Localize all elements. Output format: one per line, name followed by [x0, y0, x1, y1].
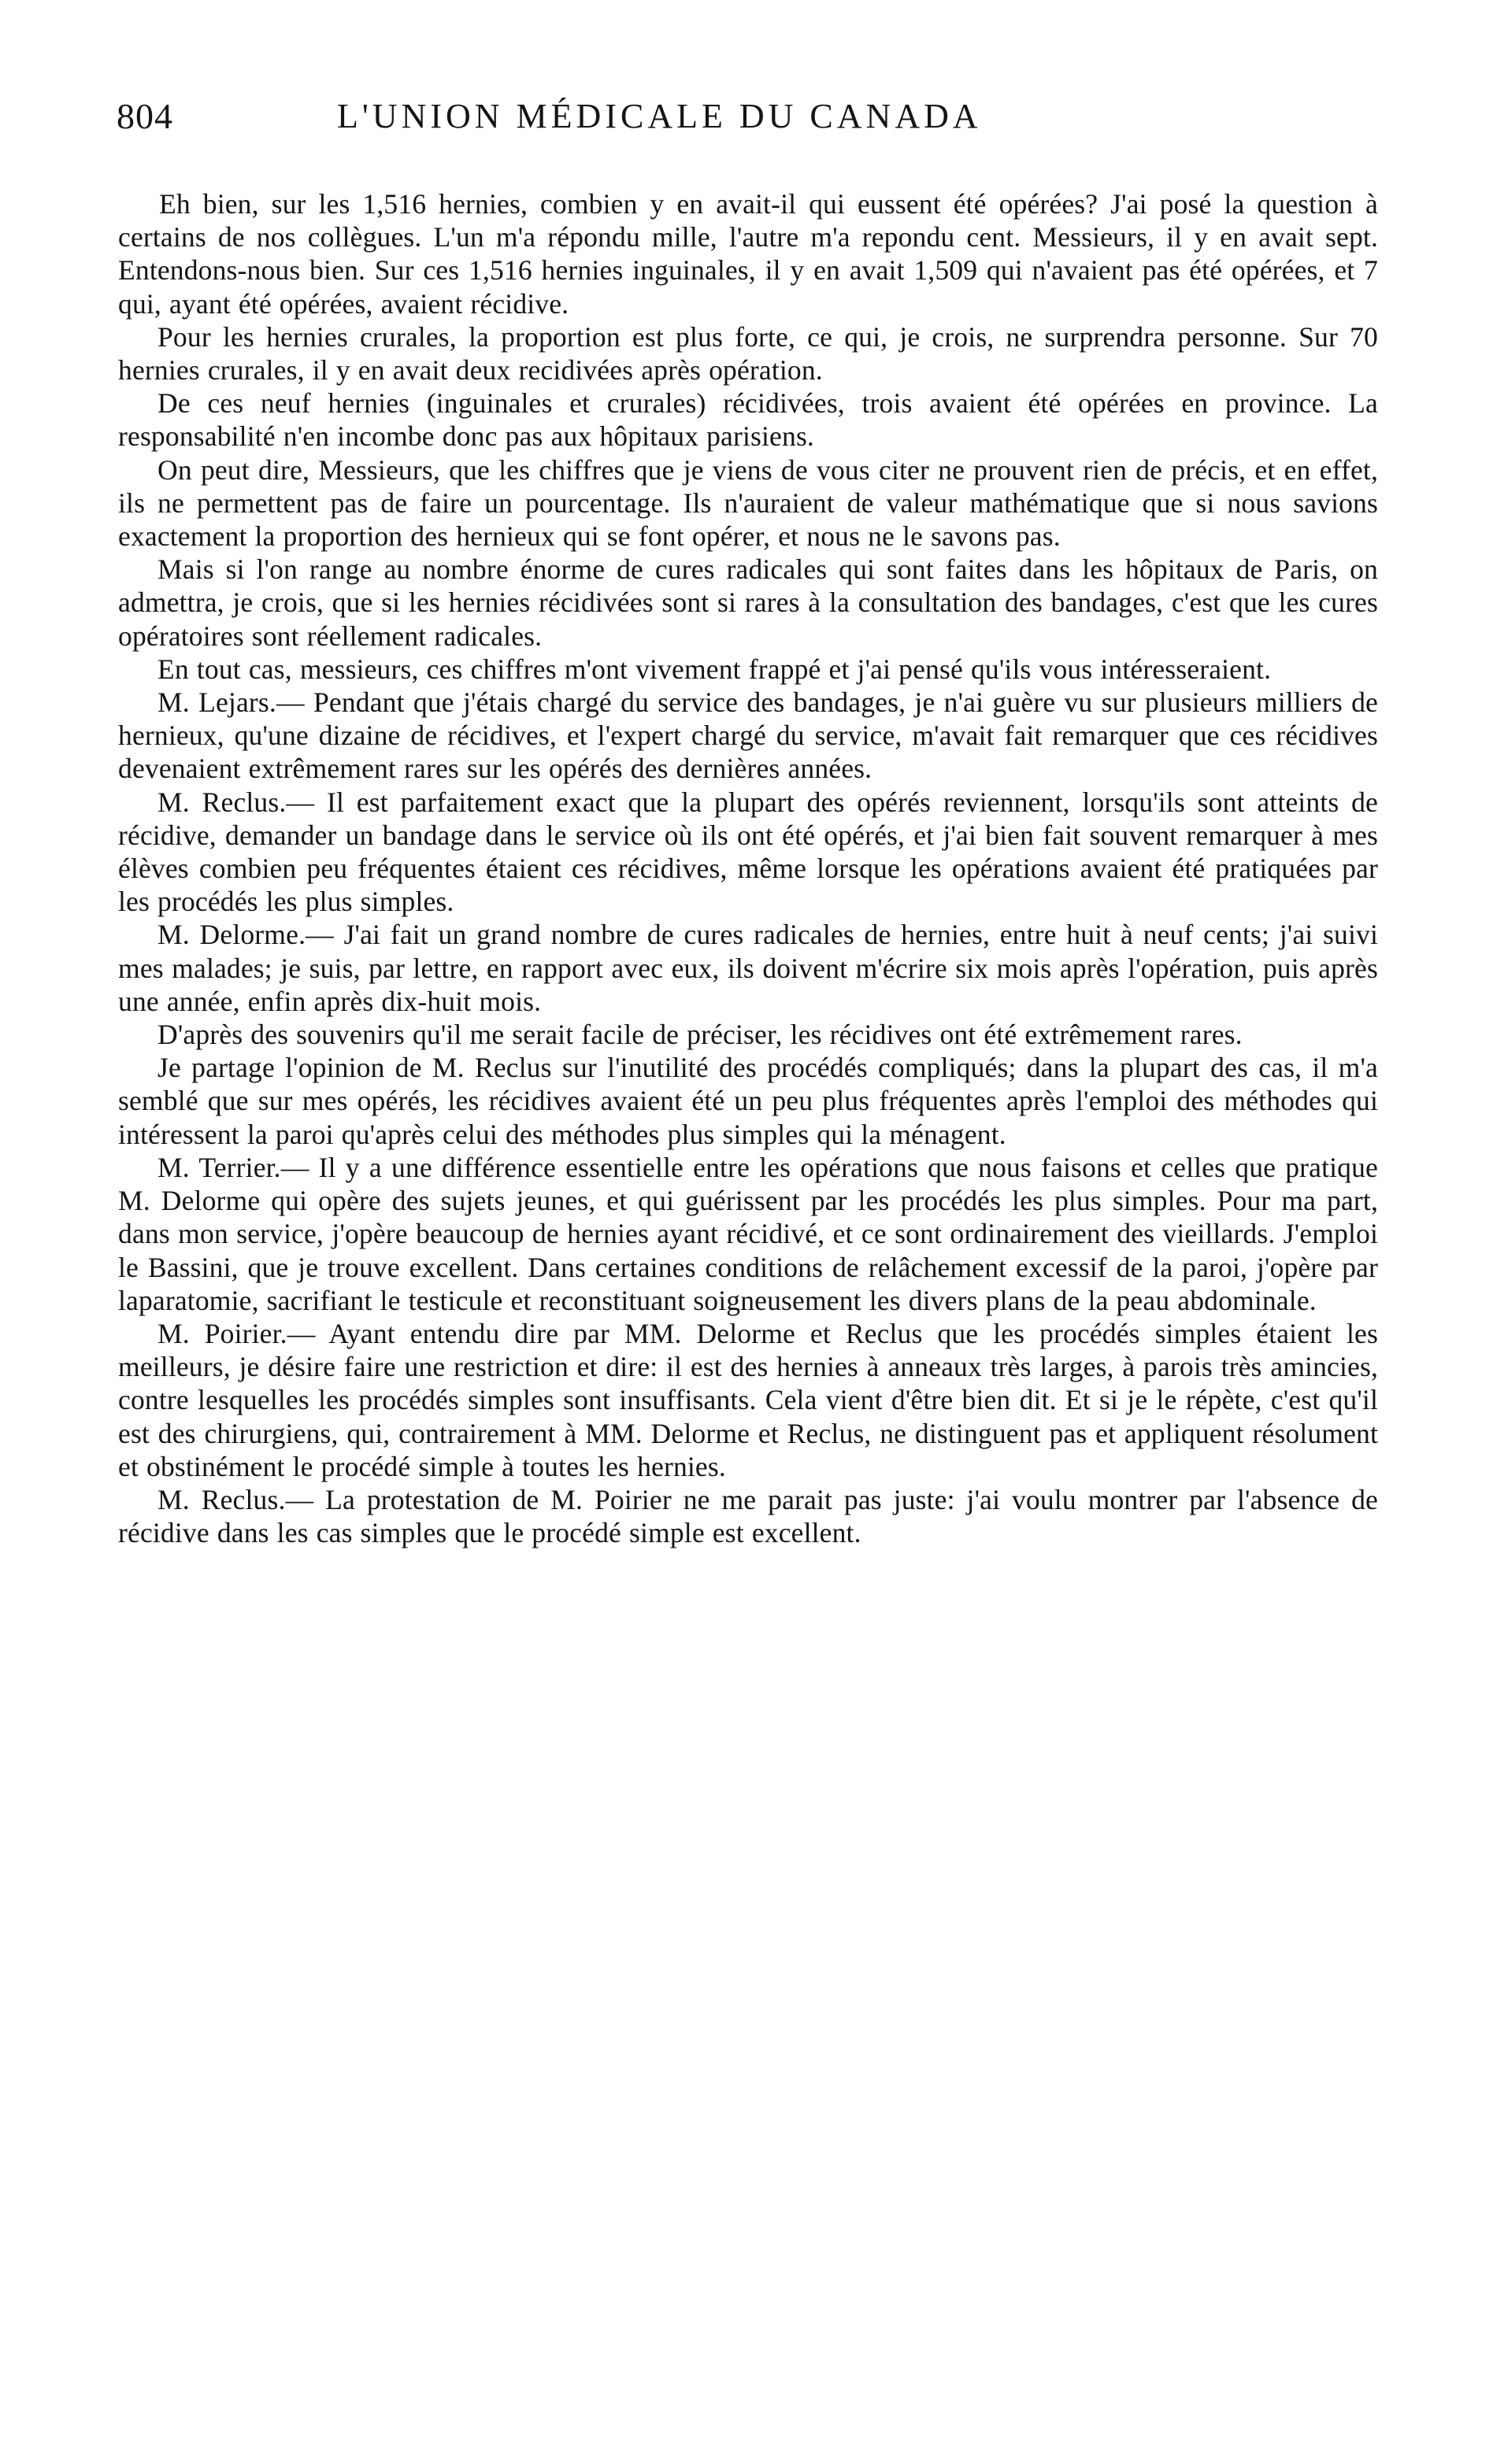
paragraph-conclusion: En tout cas, messieurs, ces chiffres m'ont vivement frappé et j'ai pensé qu'ils vous intéresseraient.: [157, 653, 1272, 685]
paragraph-percentage-caveat: On peut dire, Messieurs, que les chiffres que je viens de vous citer ne prouvent rien de précis, et en effet, ils ne permettent pas de faire un pourcentage. Ils n'auraient de valeur mathématique que si nous savions exactement la proportion des hernieux qui se font opérer, et nous ne le savons pas.: [118, 453, 1378, 553]
paragraph-province-recurrences: De ces neuf hernies (inguinales et crurales) récidivées, trois avaient été opérées en province. La responsabilité n'en incombe donc pas aux hôpitaux parisiens.: [118, 387, 1378, 453]
paragraph-delorme: M. Delorme.— J'ai fait un grand nombre de cures radicales de hernies, entre huit à neuf cents; j'ai suivi mes malades; je suis, par lettre, en rapport avec eux, ils doivent m'écrire six mois après l'opération, puis après une année, enfin après dix-huit mois.: [118, 919, 1378, 1017]
paragraph-crural-hernias: Pour les hernies crurales, la proportion est plus forte, ce qui, je crois, ne surprendra personne. Sur 70 hernies crurales, il y en avait deux recidivées après opération.: [118, 320, 1378, 387]
running-head: [117, 93, 1376, 140]
page-number: 804: [117, 96, 173, 136]
paragraph-reclus-2: M. Reclus.— La protestation de M. Poirier ne me parait pas juste: j'ai voulu montrer par l'absence de récidive dans les cas simples que le procédé simple est excellent.: [118, 1483, 1378, 1549]
paragraph-delorme-souvenirs: D'après des souvenirs qu'il me serait facile de préciser, les récidives ont été extrêmement rares.: [157, 1019, 1243, 1051]
paragraph-poirier: M. Poirier.— Ayant entendu dire par MM. Delorme et Reclus que les procédés simples étaient les meilleurs, je désire faire une restriction et dire: il est des hernies à anneaux très larges, à parois très amincies, contre lesquelles les procédés simples sont insuffisants. Cela vient d'être bien dit. Et si je le répète, c'est qu'il est des chirurgiens, qui, contrairement à MM. Delorme et Reclus, ne distinguent pas et appliquent résolument et obstinément le procédé simple à toutes les hernies.: [118, 1317, 1378, 1482]
paragraph-hernia-statistics: Eh bien, sur les 1,516 hernies, combien y en avait-il qui eussent été opérées? J'ai posé la question à certains de nos collègues. L'un m'a répondu mille, l'autre m'a repondu cent. Messieurs, il y en avait sept. Entendons-nous bien. Sur ces 1,516 hernies inguinales, il y en avait 1,509 qui n'avaient pas été opérées, et 7 qui, ayant été opérées, avaient récidive.: [118, 188, 1378, 320]
paragraph-lejars: M. Lejars.— Pendant que j'étais chargé du service des bandages, je n'ai guère vu sur plusieurs milliers de hernieux, qu'une dizaine de récidives, et l'expert chargé du service, m'avait fait remarquer que ces récidives devenaient extrêmement rares sur les opérés des dernières années.: [118, 686, 1378, 785]
paragraph-delorme-opinion: Je partage l'opinion de M. Reclus sur l'inutilité des procédés compliqués; dans la plupart des cas, il m'a semblé que sur mes opérés, les récidives avaient été un peu plus fréquentes après l'emploi des méthodes qui intéressent la paroi qu'après celui des méthodes plus simples qui la ménagent.: [118, 1052, 1378, 1150]
body-text: [118, 187, 1378, 2439]
paragraph-reclus-1: M. Reclus.— Il est parfaitement exact que la plupart des opérés reviennent, lorsqu'ils sont atteints de récidive, demander un bandage dans le service où ils ont été opérés, et j'ai bien fait souvent remarquer à mes élèves combien peu fréquentes étaient ces récidives, même lorsque les opérations avaient été pratiquées par les procédés les plus simples.: [118, 786, 1378, 918]
journal-title: L'UNION MÉDICALE DU CANADA: [337, 97, 982, 135]
paragraph-radical-cures: Mais si l'on range au nombre énorme de cures radicales qui sont faites dans les hôpitaux de Paris, on admettra, je crois, que si les hernies récidivées sont si rares à la consultation des bandages, c'est que les cures opératoires sont réellement radicales.: [118, 553, 1378, 652]
paragraph-terrier: M. Terrier.— Il y a une différence essentielle entre les opérations que nous faisons et celles que pratique M. Delorme qui opère des sujets jeunes, et qui guérissent par les procédés les plus simples. Pour ma part, dans mon service, j'opère beaucoup de hernies ayant récidivé, et ce sont ordinairement des vieillards. J'emploi le Bassini, que je trouve excellent. Dans certaines conditions de relâchement excessif de la paroi, j'opère par laparatomie, sacrifiant le testicule et reconstituant soigneusement les divers plans de la peau abdominale.: [118, 1151, 1378, 1316]
